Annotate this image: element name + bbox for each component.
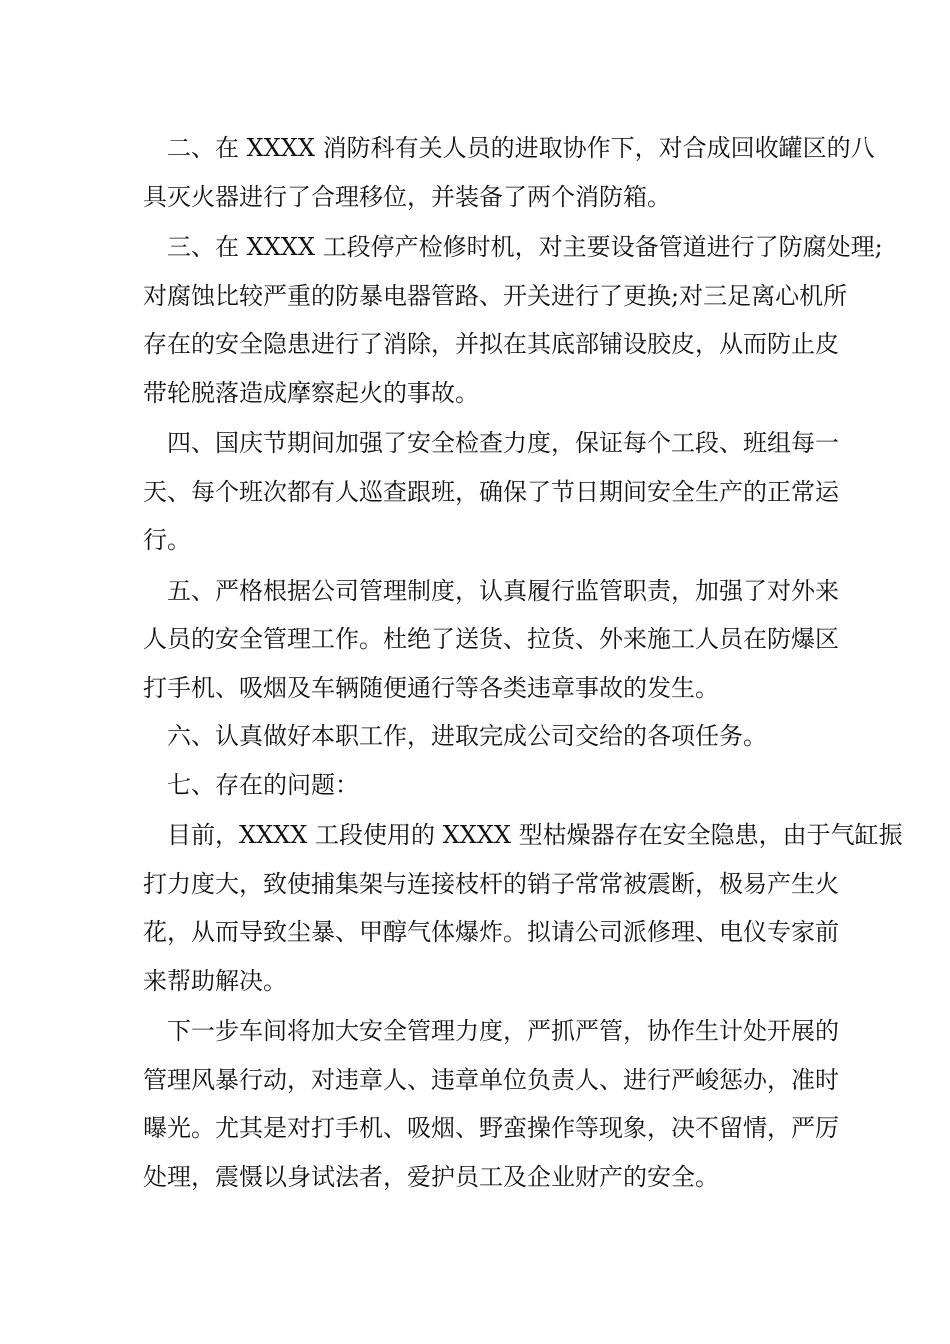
para-5-line-2: 人员的安全管理工作。杜绝了送货、拉货、外来施工人员在防爆区 <box>143 625 839 653</box>
para-3-line-2: 对腐蚀比较严重的防暴电器管路、开关进行了更换;对三足离心机所 <box>143 281 848 310</box>
para-4-line-2: 天、每个班次都有人巡查跟班，确保了节日期间安全生产的正常运 <box>143 477 839 506</box>
para-8-line-2: 打力度大，致使捕集架与连接枝杆的销子常常被震断，极易产生火 <box>143 869 839 898</box>
para-9-line-3: 曝光。尤其是对打手机、吸烟、野蛮操作等现象，决不留情，严厉 <box>143 1114 839 1142</box>
para-3-line-1: 三、在 XXXX 工段停产检修时机，对主要设备管道进行了防腐处理; <box>143 233 883 261</box>
para-8-line-4: 来帮助解决。 <box>143 966 287 995</box>
para-7-heading: 七、存在的问题： <box>143 770 359 799</box>
para-2-line-2: 具灭火器进行了合理移位，并装备了两个消防箱。 <box>143 182 671 211</box>
para-4-line-3: 行。 <box>143 526 191 554</box>
para-3-line-4: 带轮脱落造成摩察起火的事故。 <box>143 378 479 407</box>
para-2-line-1: 二、在 XXXX 消防科有关人员的进取协作下，对合成回收罐区的八 <box>143 134 875 162</box>
para-5-line-3: 打手机、吸烟及车辆随便通行等各类违章事故的发生。 <box>143 673 719 702</box>
para-9-line-2: 管理风暴行动，对违章人、违章单位负责人、进行严峻惩办，准时 <box>143 1065 839 1094</box>
para-9-line-4: 处理，震慑以身试法者，爱护员工及企业财产的安全。 <box>143 1162 719 1191</box>
para-3-line-3: 存在的安全隐患进行了消除，并拟在其底部铺设胶皮，从而防止皮 <box>143 330 839 358</box>
para-8-line-3: 花，从而导致尘暴、甲醇气体爆炸。拟请公司派修理、电仪专家前 <box>143 918 839 946</box>
para-6-line-1: 六、认真做好本职工作，进取完成公司交给的各项任务。 <box>143 722 767 750</box>
document-body <box>143 124 903 1201</box>
para-8-line-1: 目前，XXXX 工段使用的 XXXX 型枯燥器存在安全隐患，由于气缸振 <box>143 821 903 849</box>
para-9-line-1: 下一步车间将加大安全管理力度，严抓严管，协作生计处开展的 <box>143 1017 839 1045</box>
para-5-line-1: 五、严格根据公司管理制度，认真履行监管职责，加强了对外来 <box>143 576 839 605</box>
para-4-line-1: 四、国庆节期间加强了安全检查力度，保证每个工段、班组每一 <box>143 429 839 457</box>
